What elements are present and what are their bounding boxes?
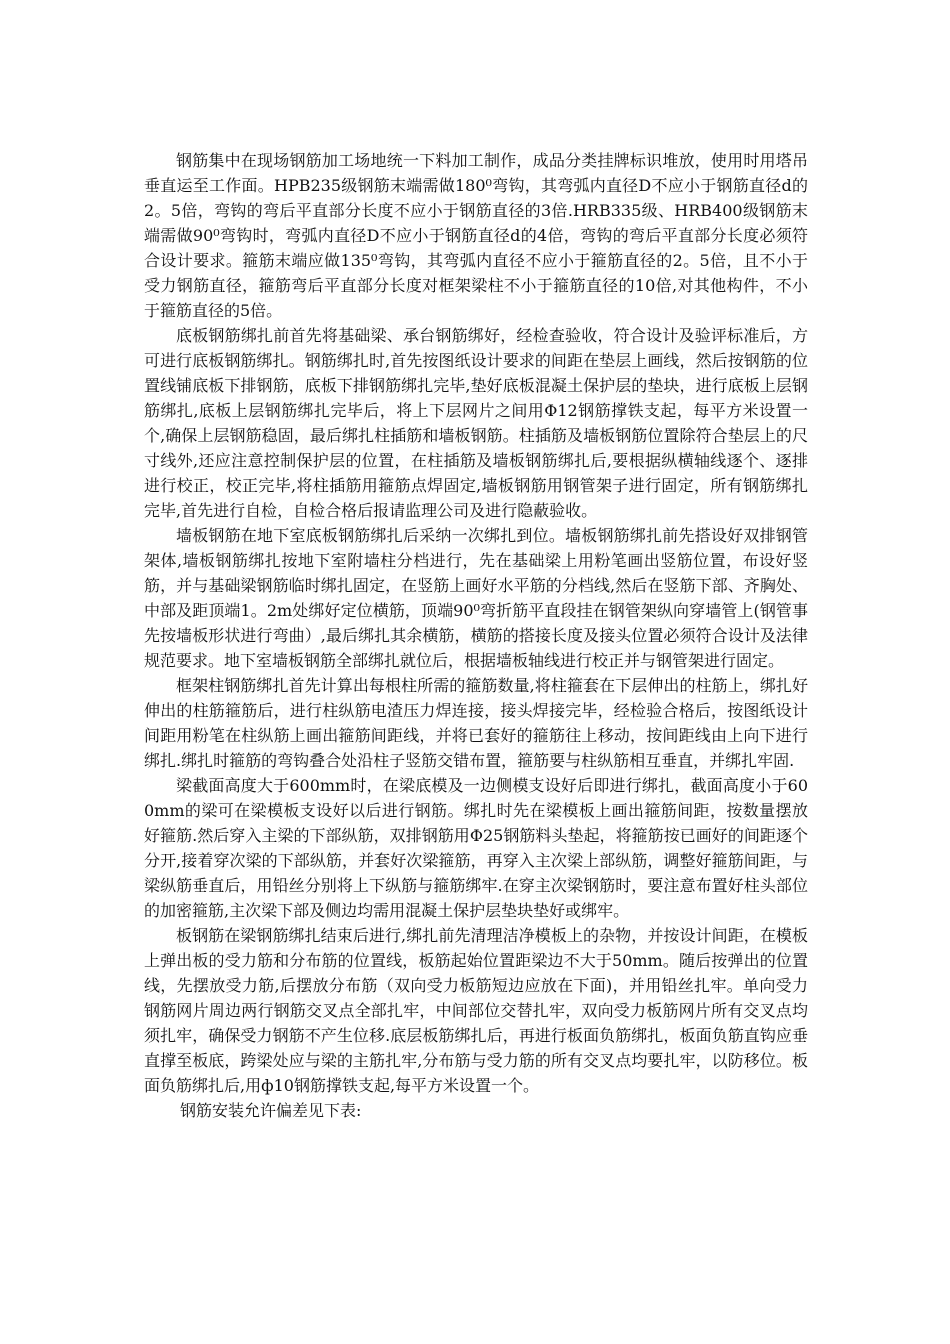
paragraph-column-rebar: 框架柱钢筋绑扎首先计算出每根柱所需的箍筋数量,将柱箍套在下层伸出的柱筋上，绑扎好伸出的柱筋箍筋后，进行柱纵筋电渣压力焊连接，接头焊接完毕，经检验合格后，按图纸设计间距用粉笔在柱纵筋上画出箍筋间距线，并将已套好的箍筋往上移动，按间距线由上向下进行绑扎.绑扎时箍筋的弯钩叠合处沿柱子竖筋交错布置，箍筋要与柱纵筋相互垂直，并绑扎牢固. xyxy=(144,676,808,770)
paragraph-base-slab-rebar: 底板钢筋绑扎前首先将基础梁、承台钢筋绑好，经检查验收，符合设计及验评标准后，方可进行底板钢筋绑扎。钢筋绑扎时,首先按图纸设计要求的间距在垫层上画线，然后按钢筋的位置线铺底板下排钢筋，底板下排钢筋绑扎完毕,垫好底板混凝土保护层的垫块，进行底板上层钢筋绑扎,底板上层钢筋绑扎完毕后，将上下层网片之间用Φ12钢筋撑铁支起，每平方米设置一个,确保上层钢筋稳固，最后绑扎柱插筋和墙板钢筋。柱插筋及墙板钢筋位置除符合垫层上的尺寸线外,还应注意控制保护层的位置，在柱插筋及墙板钢筋绑扎后,要根据纵横轴线逐个、逐排进行校正，校正完毕,将柱插筋用箍筋点焊固定,墙板钢筋用钢管架子进行固定，所有钢筋绑扎完毕,首先进行自检，自检合格后报请监理公司及进行隐蔽验收。 xyxy=(144,326,808,520)
paragraph-beam-rebar: 梁截面高度大于600mm时，在梁底模及一边侧模支设好后即进行绑扎，截面高度小于600mm的梁可在梁模板支设好以后进行钢筋。绑扎时先在梁模板上画出箍筋间距，按数量摆放好箍筋.然后穿入主梁的下部纵筋，双排钢筋用Φ25钢筋料头垫起，将箍筋按已画好的间距逐个分开,接着穿次梁的下部纵筋，并套好次梁箍筋，再穿入主次梁上部纵筋，调整好箍筋间距，与梁纵筋垂直后，用铅丝分别将上下纵筋与箍筋绑牢.在穿主次梁钢筋时，要注意布置好柱头部位的加密箍筋,主次梁下部及侧边均需用混凝土保护层垫块垫好或绑牢。 xyxy=(144,776,808,920)
paragraph-rebar-processing: 钢筋集中在现场钢筋加工场地统一下料加工制作，成品分类挂牌标识堆放，使用时用塔吊垂直运至工作面。HPB235级钢筋末端需做180⁰弯钩，其弯弧内直径D不应小于钢筋直径d的2。5倍，弯钩的弯后平直部分长度不应小于钢筋直径的3倍.HRB335级、HRB400级钢筋末端需做90⁰弯钩时，弯弧内直径D不应小于钢筋直径d的4倍，弯钩的弯后平直部分长度必须符合设计要求。箍筋末端应做135⁰弯钩，其弯弧内直径不应小于箍筋直径的2。5倍，且不小于受力钢筋直径，箍筋弯后平直部分长度对框架梁柱不小于箍筋直径的10倍,对其他构件，不小于箍筋直径的5倍。 xyxy=(144,151,808,320)
paragraph-slab-rebar: 板钢筋在梁钢筋绑扎结束后进行,绑扎前先清理洁净模板上的杂物，并按设计间距，在模板上弹出板的受力筋和分布筋的位置线，板筋起始位置距梁边不大于50mm。随后按弹出的位置线，先摆放受力筋,后摆放分布筋（双向受力板筋短边应放在下面)，并用铅丝扎牢。单向受力钢筋网片周边两行钢筋交叉点全部扎牢，中间部位交替扎牢，双向受力板筋网片所有交叉点均须扎牢，确保受力钢筋不产生位移.底层板筋绑扎后，再进行板面负筋绑扎，板面负筋直钩应垂直撑至板底，跨梁处应与梁的主筋扎牢,分布筋与受力筋的所有交叉点均要扎牢，以防移位。板面负筋绑扎后,用ф10钢筋撑铁支起,每平方米设置一个。 xyxy=(144,926,808,1095)
paragraph-wall-rebar: 墙板钢筋在地下室底板钢筋绑扎后采纳一次绑扎到位。墙板钢筋绑扎前先搭设好双排钢管架体,墙板钢筋绑扎按地下室附墙柱分档进行，先在基础梁上用粉笔画出竖筋位置，布设好竖筋，并与基础梁钢筋临时绑扎固定，在竖筋上画好水平筋的分档线,然后在竖筋下部、齐胸处、中部及距顶端1。2m处绑好定位横筋，顶端90⁰弯折筋平直段挂在钢管架纵向穿墙管上(钢管事先按墙板形状进行弯曲）,最后绑扎其余横筋，横筋的搭接长度及接头位置必须符合设计及法律规范要求。地下室墙板钢筋全部绑扎就位后，根据墙板轴线进行校正并与钢管架进行固定。 xyxy=(144,526,808,670)
paragraph-tolerance-intro: 钢筋安装允许偏差见下表: xyxy=(180,1101,362,1120)
document-body xyxy=(144,148,808,1123)
